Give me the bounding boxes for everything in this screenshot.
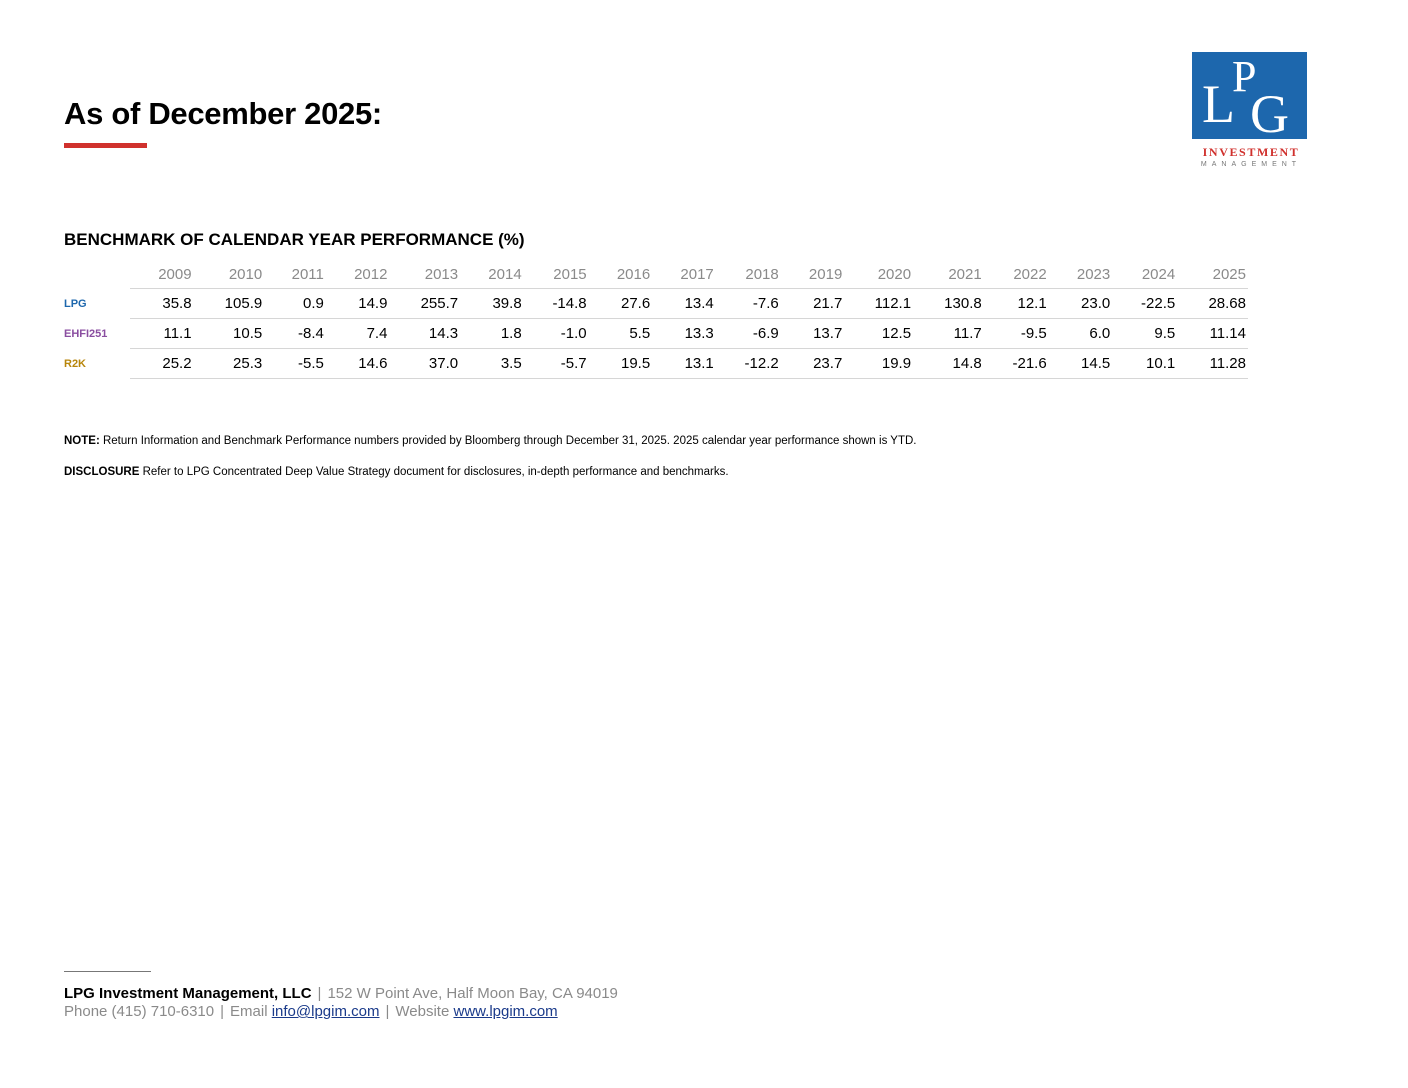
table-cell: 1.8 (460, 319, 524, 349)
phone-number: Phone (415) 710-6310 (64, 1003, 215, 1020)
year-header: 2019 (781, 260, 845, 289)
row-label: R2K (64, 357, 87, 370)
disclosure-text: Refer to LPG Concentrated Deep Value Strategy document for disclosures, in-depth performance and benchmarks. (139, 466, 729, 478)
table-cell: 112.1 (844, 289, 913, 319)
table-cell: 11.1 (130, 319, 194, 349)
logo-wordmark-investment: INVESTMENT (1202, 145, 1300, 159)
note-label: NOTE: (64, 435, 100, 447)
table-cell: 13.7 (781, 319, 845, 349)
performance-table (62, 260, 1248, 379)
table-cell: 14.8 (913, 349, 984, 379)
table-cell: 9.5 (1112, 319, 1177, 349)
year-header: 2024 (1112, 260, 1177, 289)
table-body (62, 289, 1248, 379)
footer-line-2 (64, 1003, 618, 1021)
footer-separator: | (385, 1003, 390, 1020)
table-row (62, 289, 1248, 319)
table-cell: -9.5 (984, 319, 1049, 349)
note (64, 435, 917, 447)
table-corner (62, 260, 130, 289)
lpg-logo (1192, 52, 1310, 168)
page-title: As of December 2025: (64, 96, 382, 131)
year-header: 2021 (913, 260, 984, 289)
table-cell: 11.7 (913, 319, 984, 349)
table-cell: -12.2 (716, 349, 781, 379)
table-cell: 12.5 (844, 319, 913, 349)
footer-separator: | (220, 1003, 225, 1020)
table-cell: -6.9 (716, 319, 781, 349)
table-cell: 13.3 (652, 319, 716, 349)
year-header: 2013 (389, 260, 460, 289)
website-label: Website (395, 1003, 450, 1020)
table-cell: -5.5 (264, 349, 326, 379)
logo-letter-g: G (1250, 84, 1289, 139)
table-cell: 10.5 (194, 319, 265, 349)
logo-mark (1192, 52, 1307, 139)
logo-letter-l: L (1202, 74, 1235, 134)
year-header: 2011 (264, 260, 326, 289)
table-cell: 19.5 (589, 349, 653, 379)
email-label: Email (230, 1003, 268, 1020)
company-name: LPG Investment Management, LLC (64, 985, 312, 1002)
year-header: 2014 (460, 260, 524, 289)
table-cell: -14.8 (524, 289, 589, 319)
table-cell: 5.5 (589, 319, 653, 349)
footer-line-1 (64, 985, 618, 1003)
row-label: EHFI251 (64, 327, 108, 340)
table-cell: 6.0 (1049, 319, 1113, 349)
year-header: 2023 (1049, 260, 1113, 289)
table-cell: 25.2 (130, 349, 194, 379)
table-cell: 130.8 (913, 289, 984, 319)
footer-separator: | (317, 985, 322, 1002)
year-header: 2020 (844, 260, 913, 289)
table-cell: 25.3 (194, 349, 265, 379)
footer-divider (64, 971, 151, 972)
year-header: 2009 (130, 260, 194, 289)
logo-letter-p: P (1232, 52, 1257, 101)
table-cell: 39.8 (460, 289, 524, 319)
year-header: 2012 (326, 260, 390, 289)
table-cell: -1.0 (524, 319, 589, 349)
footer (64, 985, 618, 1021)
company-address: 152 W Point Ave, Half Moon Bay, CA 94019 (327, 985, 618, 1002)
table-cell: 3.5 (460, 349, 524, 379)
table-cell: 14.9 (326, 289, 390, 319)
year-header: 2010 (194, 260, 265, 289)
table-cell: 19.9 (844, 349, 913, 379)
table-cell: 37.0 (389, 349, 460, 379)
table-cell: 21.7 (781, 289, 845, 319)
table-cell: 13.4 (652, 289, 716, 319)
table-cell: 0.9 (264, 289, 326, 319)
year-header: 2025 (1177, 260, 1248, 289)
email-link[interactable]: info@lpgim.com (271, 1003, 380, 1020)
year-header: 2022 (984, 260, 1049, 289)
table-cell: 10.1 (1112, 349, 1177, 379)
year-header: 2016 (589, 260, 653, 289)
disclosure (64, 466, 729, 478)
table-cell: 105.9 (194, 289, 265, 319)
table-cell: 14.5 (1049, 349, 1113, 379)
table-cell: 23.0 (1049, 289, 1113, 319)
table-cell: 14.6 (326, 349, 390, 379)
table-cell: 23.7 (781, 349, 845, 379)
table-cell: 13.1 (652, 349, 716, 379)
disclosure-label: DISCLOSURE (64, 466, 140, 478)
year-header: 2017 (652, 260, 716, 289)
table-cell: 12.1 (984, 289, 1049, 319)
table-cell: 11.14 (1177, 319, 1248, 349)
table-cell: 27.6 (589, 289, 653, 319)
table-cell: -7.6 (716, 289, 781, 319)
title-underline (64, 143, 147, 148)
website-link[interactable]: www.lpgim.com (453, 1003, 558, 1020)
table-cell: 11.28 (1177, 349, 1248, 379)
table-cell: 255.7 (389, 289, 460, 319)
table-row (62, 349, 1248, 379)
table-cell: 7.4 (326, 319, 390, 349)
year-header: 2015 (524, 260, 589, 289)
table-cell: -5.7 (524, 349, 589, 379)
note-text: Return Information and Benchmark Performance numbers provided by Bloomberg through December 31, 2025. 2025 calendar year performance shown is YTD. (99, 435, 917, 447)
table-cell: 28.68 (1177, 289, 1248, 319)
row-label: LPG (64, 297, 87, 310)
table-cell: -8.4 (264, 319, 326, 349)
table-cell: -21.6 (984, 349, 1049, 379)
table-cell: 14.3 (389, 319, 460, 349)
section-title: BENCHMARK OF CALENDAR YEAR PERFORMANCE (%) (64, 230, 525, 249)
logo-wordmark-management: MANAGEMENT (1200, 161, 1302, 168)
table-row (62, 319, 1248, 349)
table-cell: 35.8 (130, 289, 194, 319)
table-header-row (62, 260, 1248, 289)
table-cell: -22.5 (1112, 289, 1177, 319)
year-header: 2018 (716, 260, 781, 289)
